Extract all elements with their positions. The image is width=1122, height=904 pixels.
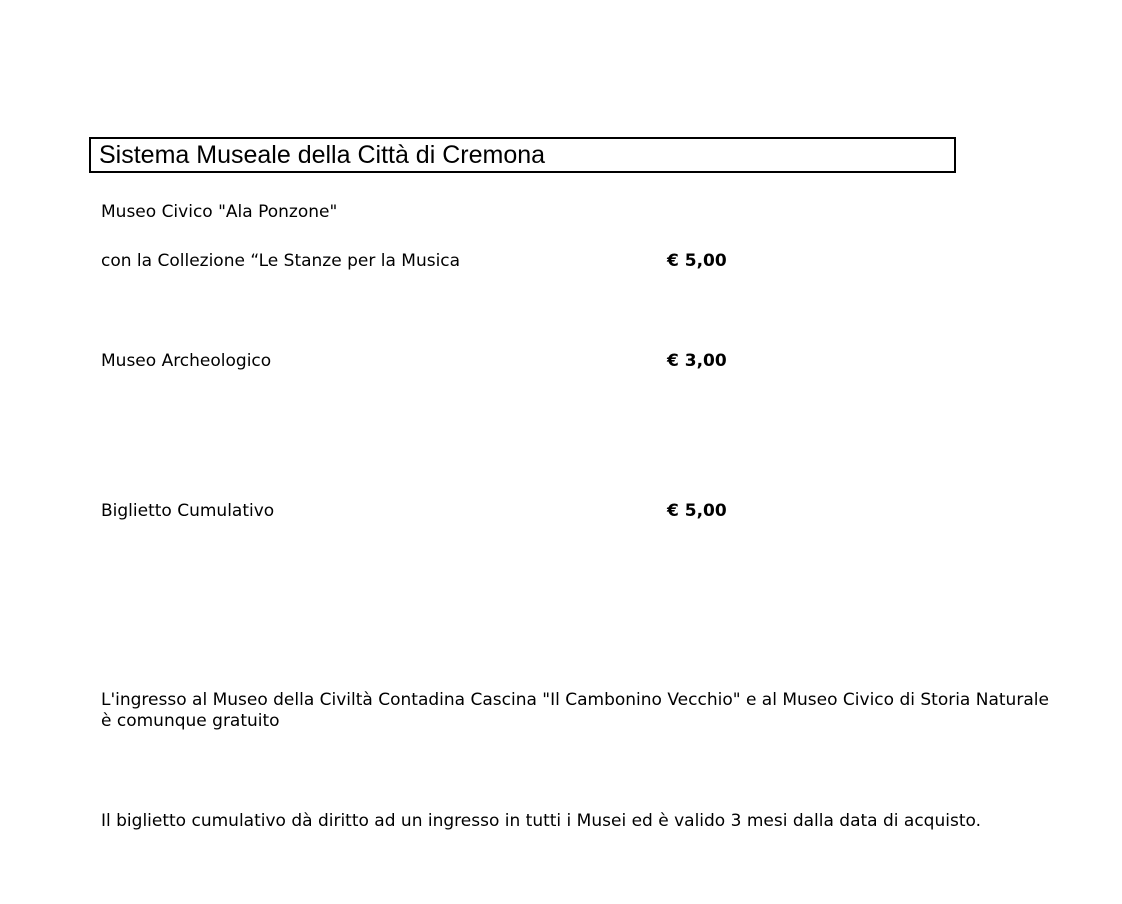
cumulative-ticket-note: Il biglietto cumulativo dà diritto ad un ingresso in tutti i Musei ed è valido 3 mesi dalla data di acquisto. (101, 811, 981, 831)
item-biglietto-cumulativo-price: € 5,00 (667, 501, 727, 521)
item-museo-civico-price: € 5,00 (667, 251, 727, 271)
item-museo-archeologico-price: € 3,00 (667, 351, 727, 371)
item-museo-civico-collection: con la Collezione “Le Stanze per la Musica (101, 251, 461, 271)
title-box (89, 137, 956, 173)
free-entry-note: L'ingresso al Museo della Civiltà Contadina Cascina "Il Cambonino Vecchio" e al Museo Civico di Storia Naturale è comunque gratuito (101, 690, 1049, 731)
item-biglietto-cumulativo-name: Biglietto Cumulativo (101, 501, 275, 521)
page-title: Sistema Museale della Città di Cremona (99, 141, 546, 169)
item-museo-civico-name: Museo Civico "Ala Ponzone" (101, 202, 338, 222)
item-museo-archeologico-name: Museo Archeologico (101, 351, 272, 371)
